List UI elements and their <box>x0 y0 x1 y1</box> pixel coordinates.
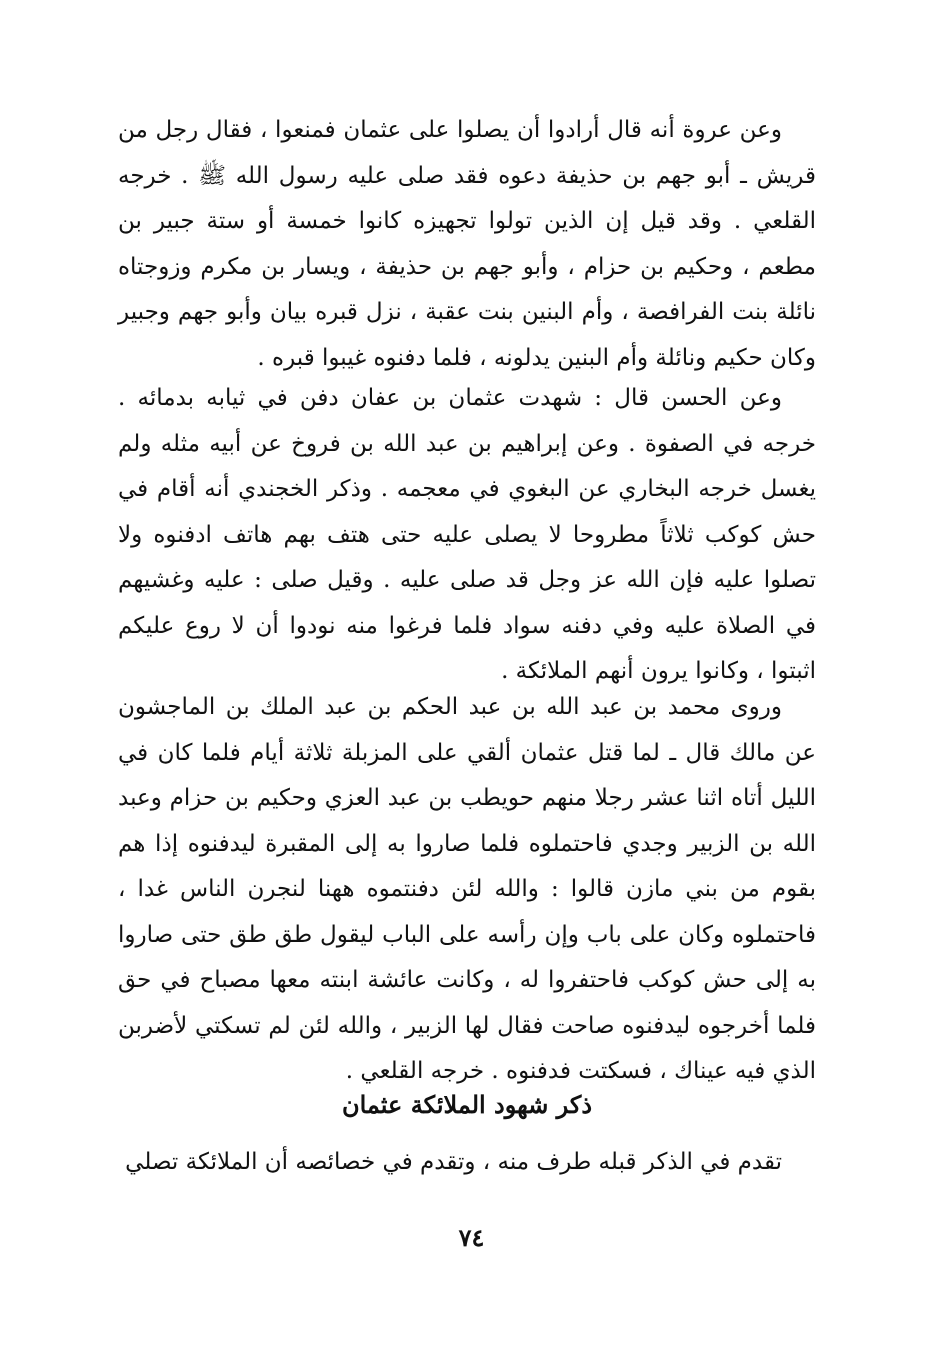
paragraph-hasan <box>118 376 816 695</box>
paragraph-final <box>118 1140 816 1186</box>
paragraph-text: وعن الحسن قال : شهدت عثمان بن عفان دفن في ثيابه بدمائه . خرجه في الصفوة . وعن إبراهيم بن عبد الله بن فروخ عن أبيه مثله ولم يغسل خرجه البخاري عن البغوي في معجمه . وذكر الخجندي أنه أقام في حش كوكب ثلاثاً مطروحا لا يصلى عليه حتى هتف بهم هاتف ادفنوه ولا تصلوا عليه فإن الله عز وجل قد صلى عليه . وقيل صلى : عليه وغشيهم في الصلاة عليه وفي دفنه سواد فلما فرغوا منه نودوا أن لا روع عليكم اثبتوا ، وكانوا يرون أنهم الملائكة . <box>118 385 816 684</box>
paragraph-text: تقدم في الذكر قبله طرف منه ، وتقدم في خصائصه أن الملائكة تصلي <box>125 1149 782 1175</box>
page-number: ٧٤ <box>458 1223 485 1252</box>
section-heading: ذكر شهود الملائكة عثمان <box>341 1090 593 1119</box>
paragraph-malik <box>118 685 816 1095</box>
paragraph-urwa <box>118 108 816 381</box>
paragraph-text: وعن عروة أنه قال أرادوا أن يصلوا على عثمان فمنعوا ، فقال رجل من قريش ـ أبو جهم بن حذيفة دعوه فقد صلى عليه رسول الله ﷺ . خرجه القلعي . وقد قيل إن الذين تولوا تجهيزه كانوا خمسة أو ستة جبير بن مطعم ، وحكيم بن حزام ، وأبو جهم بن حذيفة ، ويسار بن مكرم وزوجتاه نائلة بنت الفرافصة ، وأم البنين بنت عقبة ، نزل قبره بيان وأبو جهم وجبير وكان حكيم ونائلة وأم البنين يدلونه ، فلما دفنوه غيبوا قبره . <box>118 117 816 371</box>
paragraph-text: وروى محمد بن عبد الله بن عبد الحكم بن عبد الملك بن الماجشون عن مالك قال ـ لما قتل عثمان ألقي على المزبلة ثلاثة أيام فلما كان في الليل أتاه اثنا عشر رجلا منهم حويطب بن عبد العزي وحكيم بن حزام وعبد الله بن الزبير وجدي فاحتملوه فلما صاروا به إلى المقبرة ليدفنوه إذا هم بقوم من بني مازن قالوا : والله لئن دفنتموه ههنا لنجرن الناس غدا ، فاحتملوه وكان على باب وإن رأسه على الباب ليقول طق طق حتى صاروا به إلى حش كوكب فاحتفروا له ، وكانت عائشة ابنته معها مصباح في حق فلما أخرجوه ليدفنوه صاحت فقال لها الزبير ، والله لئن لم تسكتي لأضربن الذي فيه عيناك ، فسكتت فدفنوه . خرجه القلعي . <box>118 694 816 1084</box>
